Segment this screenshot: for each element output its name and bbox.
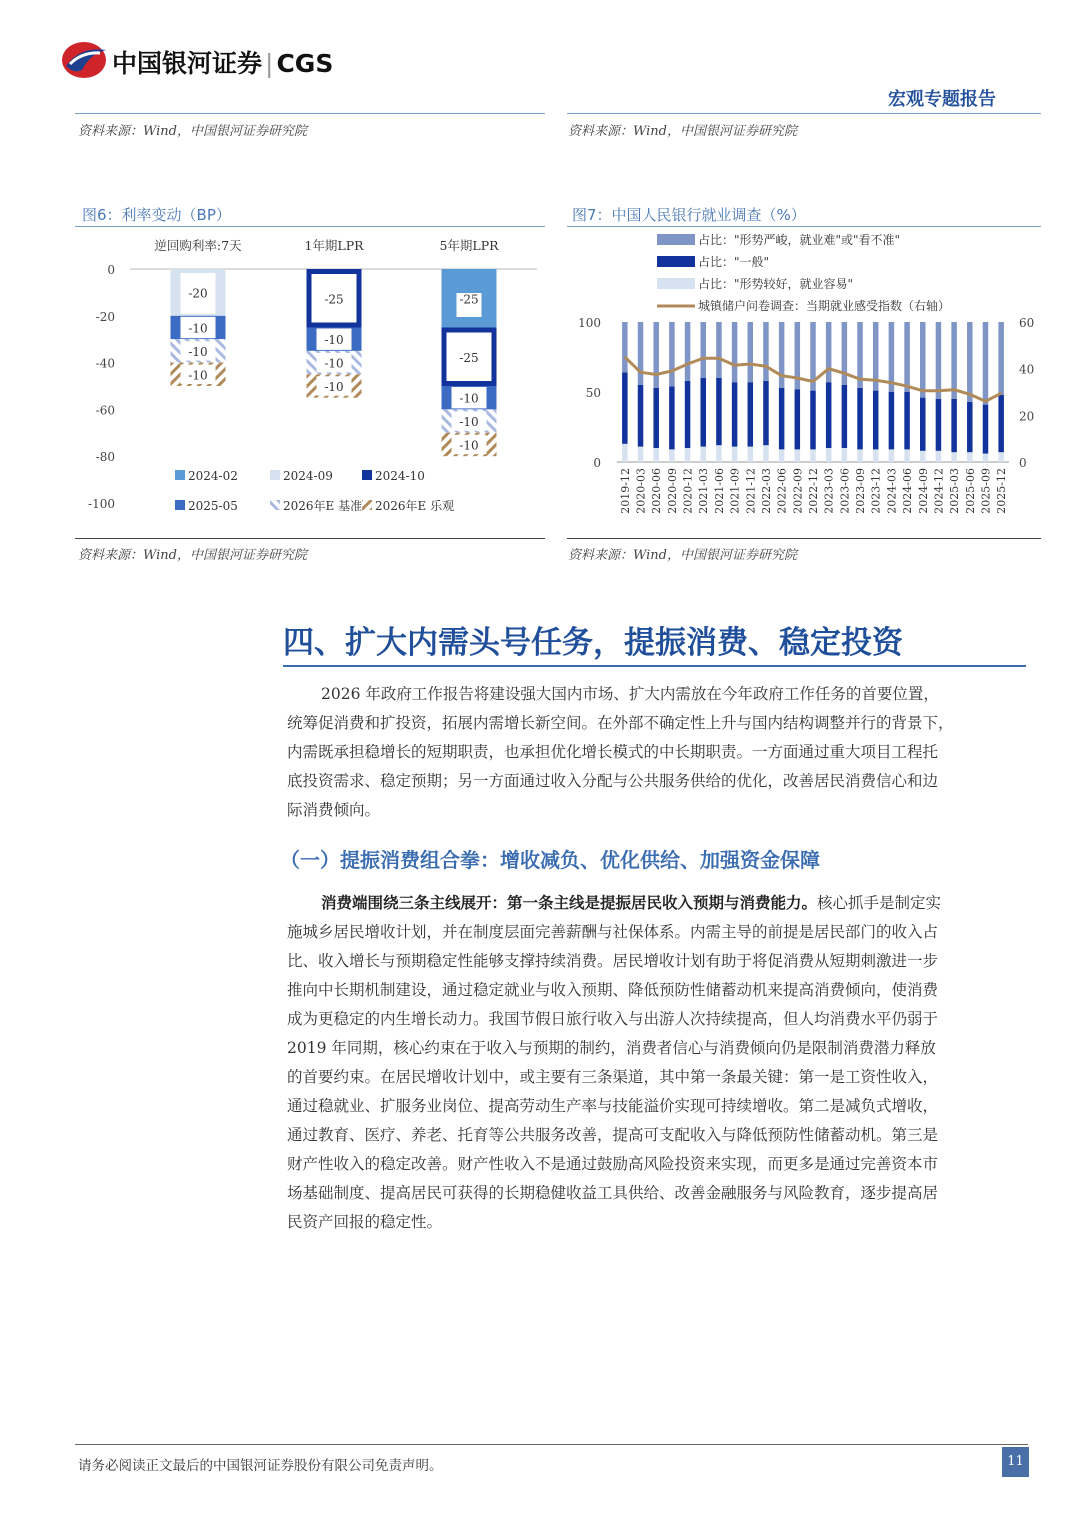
fig6-data-label: -10 [324,380,344,394]
fig6-data-label: -10 [188,321,208,336]
fig6-legend-swatch [362,500,372,510]
fig7-bar-segment [967,402,973,452]
fig7-x-tick: 2020-09 [665,468,679,514]
body-line: 推向中长期机制建设，通过稳定就业与收入预期、降低预防性储蓄动机来提高消费倾向，使消费 [287,981,939,999]
fig7-bar-segment [763,322,769,381]
fig7-legend-swatch [657,234,695,245]
fig7-source: 资料来源：Wind，中国银河证券研究院 [568,548,797,563]
fig7-y-left-tick: 50 [585,386,601,400]
fig7-x-tick: 2025-12 [995,468,1009,514]
fig7-bar-segment [857,388,863,450]
fig7-bar-segment [998,452,1004,462]
fig7-y-right-tick: 60 [1019,316,1035,330]
fig7-legend-swatch [657,278,695,289]
body-line: 的首要约束。在居民增收计划中，或主要有三条渠道，其中第一条最关键：第一是工资性收入， [287,1068,939,1086]
fig7-bottom-rule [567,538,1041,539]
fig7-bar-segment [951,452,957,462]
fig7-x-tick: 2019-12 [618,468,632,514]
fig7-bar-segment [622,444,628,462]
fig6-legend-label: 2025-05 [188,499,238,513]
fig7-bar-segment [967,322,973,402]
fig7-bar-segment [951,322,957,399]
fig6-y-tick: -40 [95,356,115,371]
top-source-right: 资料来源：Wind，中国银河证券研究院 [568,124,797,139]
fig7-bar-segment [842,385,848,448]
fig6-legend-swatch [270,500,280,510]
section-title-rule [283,665,1026,667]
fig6-bottom-rule [75,538,545,539]
fig7-bar-segment [920,398,926,451]
fig7-bar-segment [904,322,910,392]
fig7-bar-segment [873,391,879,450]
fig7-bar-segment [653,448,659,462]
fig7-x-tick: 2024-09 [916,468,930,514]
fig7-bar-segment [826,322,832,382]
fig6-y-tick: -100 [88,497,115,511]
fig6-y-tick: -80 [95,450,115,465]
fig6-data-label: -25 [459,350,479,365]
fig7-bar-segment [904,449,910,462]
fig7-x-tick: 2020-06 [650,468,664,514]
fig6-data-label: -10 [459,438,479,453]
fig7-x-tick: 2021-03 [697,468,711,514]
top-source-left: 资料来源：Wind，中国银河证券研究院 [78,124,307,139]
fig7-bar-segment [889,449,895,462]
fig7-bar-segment [732,447,738,462]
fig7-bar-segment [763,445,769,462]
page-number: 11 [1002,1447,1029,1477]
fig7-legend-label: 占比："形势严峻，就业难"或"看不准" [698,233,901,247]
fig6-legend-swatch [270,470,280,480]
fig7-title-rule [567,226,1041,227]
fig6-data-label: -25 [459,292,479,307]
fig6-data-label: -10 [188,368,208,383]
fig6-legend-label: 2024-10 [375,469,425,483]
fig7-bar-segment [716,322,722,378]
fig6-category-label: 1年期LPR [304,238,364,253]
fig7-bar-segment [920,322,926,398]
fig7-x-tick: 2025-09 [979,468,993,514]
fig7-bar-segment [732,382,738,446]
fig7-x-tick: 2024-03 [885,468,899,514]
fig7-bar-segment [669,386,675,449]
fig7-bar-segment [810,449,816,462]
fig7-bar-segment [826,448,832,462]
fig7-bar-segment [998,395,1004,452]
body-line: 场基础制度、提高居民可获得的长期稳健收益工具供给、改善金融服务与风险教育，逐步提高居 [287,1184,939,1202]
subsection-title: （一）提振消费组合拳：增收减负、优化供给、加强资金保障 [280,848,820,872]
fig7-y-left-tick: 100 [578,316,601,330]
intro-line: 底投资需求、稳定预期；另一方面通过收入分配与公共服务供给的优化，改善居民消费信心和边 [287,772,939,790]
fig7-title: 图7：中国人民银行就业调查（%） [572,206,806,224]
fig7-chart [567,230,1041,535]
fig7-bar-segment [622,322,628,372]
fig7-x-tick: 2022-03 [759,468,773,514]
fig6-legend-swatch [175,470,185,480]
fig7-bar-segment [700,322,706,378]
fig7-bar-segment [936,451,942,462]
fig7-bar-segment [810,391,816,450]
fig7-x-tick: 2021-12 [744,468,758,514]
section-title: 四、扩大内需头号任务，提振消费、稳定投资 [283,625,903,661]
fig7-bar-segment [779,449,785,462]
fig7-y-left-tick: 0 [593,456,601,470]
fig7-bar-segment [700,378,706,447]
footer-disclaimer: 请务必阅读正文最后的中国银河证券股份有限公司免责声明。 [78,1458,443,1474]
fig6-data-label: -10 [459,391,479,406]
fig6-data-label: -20 [188,286,208,301]
body-line: 施城乡居民增收计划，并在制度层面完善薪酬与社保体系。内需主导的前提是居民部门的收入占 [287,923,939,941]
fig7-bar-segment [748,322,754,382]
body-line: 通过教育、医疗、养老、托育等公共服务改善，提高可支配收入与降低预防性储蓄动机。第三是 [287,1126,939,1144]
fig7-x-tick: 2021-06 [712,468,726,514]
fig7-x-tick: 2025-03 [948,468,962,514]
fig7-x-tick: 2020-03 [634,468,648,514]
fig7-bar-segment [716,378,722,445]
fig7-bar-segment [936,399,942,451]
fig7-bar-segment [983,405,989,454]
fig6-data-label: -25 [324,292,344,307]
section-body [287,888,1003,1237]
fig6-category-label: 5年期LPR [439,238,499,253]
body-line: 成为更稳定的内生增长动力。我国节假日旅行收入与出游人次持续提高，但人均消费水平仍弱于 [287,1010,939,1028]
fig7-bar-segment [983,322,989,405]
fig6-legend-swatch [175,500,185,510]
fig7-bar-segment [779,322,785,388]
fig7-bar-segment [748,447,754,462]
fig7-bar-segment [779,388,785,450]
company-logo [60,40,110,80]
fig7-x-tick: 2023-03 [822,468,836,514]
fig6-data-label: -10 [324,356,344,371]
body-line: 财产性收入的稳定改善。财产性收入不是通过鼓励高风险投资来实现，而更多是通过完善资本市 [287,1155,939,1173]
brand-name: 中国银河证券 | CGS [112,49,334,78]
body-line: 2019 年同期，核心约束在于收入与预期的制约，消费者信心与消费倾向仍是限制消费潜力释放 [287,1039,936,1057]
fig7-bar-segment [653,322,659,388]
fig7-bar-segment [904,392,910,449]
fig7-bar-segment [967,452,973,462]
fig7-bar-segment [795,449,801,462]
fig7-bar-segment [700,447,706,462]
fig6-data-label: -10 [324,333,344,348]
fig7-bar-segment [669,449,675,462]
header-rule-right [567,113,1041,114]
fig6-data-label: -10 [459,415,479,430]
fig7-bar-segment [795,389,801,449]
fig7-bar-segment [826,382,832,448]
intro-line: 2026 年政府工作报告将建设强大国内市场、扩大内需放在今年政府工作任务的首要位置， [321,685,939,703]
fig7-legend-swatch [657,256,695,267]
fig7-bar-segment [857,449,863,462]
fig7-bar-segment [685,381,691,448]
fig6-chart [75,230,545,535]
fig7-legend-label: 占比："一般" [698,255,770,269]
fig6-legend-label: 2026年E 基准 [283,499,363,513]
fig6-legend-label: 2024-02 [188,469,238,483]
body-line: 比、收入增长与预期稳定性能够支撑持续消费。居民增收计划有助于将促消费从短期刺激进一步 [287,952,939,970]
fig6-category-label: 逆回购利率:7天 [154,238,242,253]
intro-line: 统筹促消费和扩投资，拓展内需增长新空间。在外部不确定性上升与国内结构调整并行的背景下， [287,714,954,732]
fig7-bar-segment [716,445,722,462]
fig7-x-tick: 2023-06 [838,468,852,514]
fig7-bar-segment [983,454,989,462]
fig6-title: 图6：利率变动（BP） [82,206,231,224]
fig6-y-tick: -20 [95,309,115,324]
fig7-x-tick: 2023-12 [869,468,883,514]
body-line: 通过稳就业、扩服务业岗位、提高劳动生产率与技能溢价实现可持续增收。第二是减负式增收， [287,1097,939,1115]
fig7-x-tick: 2024-06 [901,468,915,514]
fig7-x-tick: 2022-09 [791,468,805,514]
fig7-bar-segment [669,322,675,386]
fig7-bar-segment [748,382,754,446]
fig7-bar-segment [951,399,957,452]
fig6-source: 资料来源：Wind，中国银河证券研究院 [78,548,307,563]
body-line: 民资产回报的稳定性。 [287,1213,443,1231]
fig7-bar-segment [732,322,738,382]
intro-line: 内需既承担稳增长的短期职责，也承担优化增长模式的中长期职责。一方面通过重大项目工程托 [287,743,939,761]
footer-rule [75,1444,1028,1445]
fig7-y-right-tick: 40 [1019,362,1035,377]
fig6-data-label: -10 [188,344,208,359]
body-lead-bold: 消费端围绕三条主线展开：第一条主线是提振居民收入预期与消费能力。 [321,893,818,912]
header-rule-left [75,113,545,114]
report-type: 宏观专题报告 [888,89,996,110]
fig7-bar-segment [638,322,644,385]
intro-line: 际消费倾向。 [287,801,381,819]
fig7-bar-segment [685,448,691,462]
fig7-bar-segment [638,447,644,462]
fig7-y-right-tick: 0 [1019,456,1027,470]
fig7-bar-segment [653,388,659,448]
fig7-bar-segment [638,385,644,447]
fig6-y-tick: -60 [95,403,115,418]
fig7-bar-segment [763,381,769,445]
fig7-bar-segment [920,451,926,462]
body-line [287,888,1003,918]
fig6-legend-label: 2026年E 乐观 [375,499,455,513]
fig7-bar-segment [936,322,942,399]
fig7-x-tick: 2022-12 [807,468,820,514]
fig7-x-tick: 2022-06 [775,468,789,514]
fig7-bar-segment [685,322,691,381]
fig7-bar-segment [873,449,879,462]
fig7-x-tick: 2023-09 [854,468,868,514]
body-lead-rest: 核心抓手是制定实 [817,894,942,912]
fig7-bar-segment [842,448,848,462]
fig6-y-tick: 0 [107,263,115,277]
fig7-legend-label: 占比："形势较好，就业容易" [698,277,854,291]
fig7-legend-label: 城镇储户问卷调查：当期就业感受指数（右轴） [698,299,951,313]
fig7-bar-segment [622,372,628,443]
fig6-legend-label: 2024-09 [283,469,333,483]
fig7-bar-segment [889,392,895,449]
fig7-x-tick: 2021-09 [728,468,742,514]
fig7-x-tick: 2025-06 [963,468,977,514]
fig7-y-right-tick: 20 [1019,409,1035,424]
fig7-x-tick: 2020-12 [681,468,695,514]
section-intro [287,680,1003,825]
fig6-legend-swatch [362,470,372,480]
fig6-title-rule [75,226,545,227]
fig7-bar-segment [998,322,1004,395]
fig7-x-tick: 2024-12 [932,468,946,514]
